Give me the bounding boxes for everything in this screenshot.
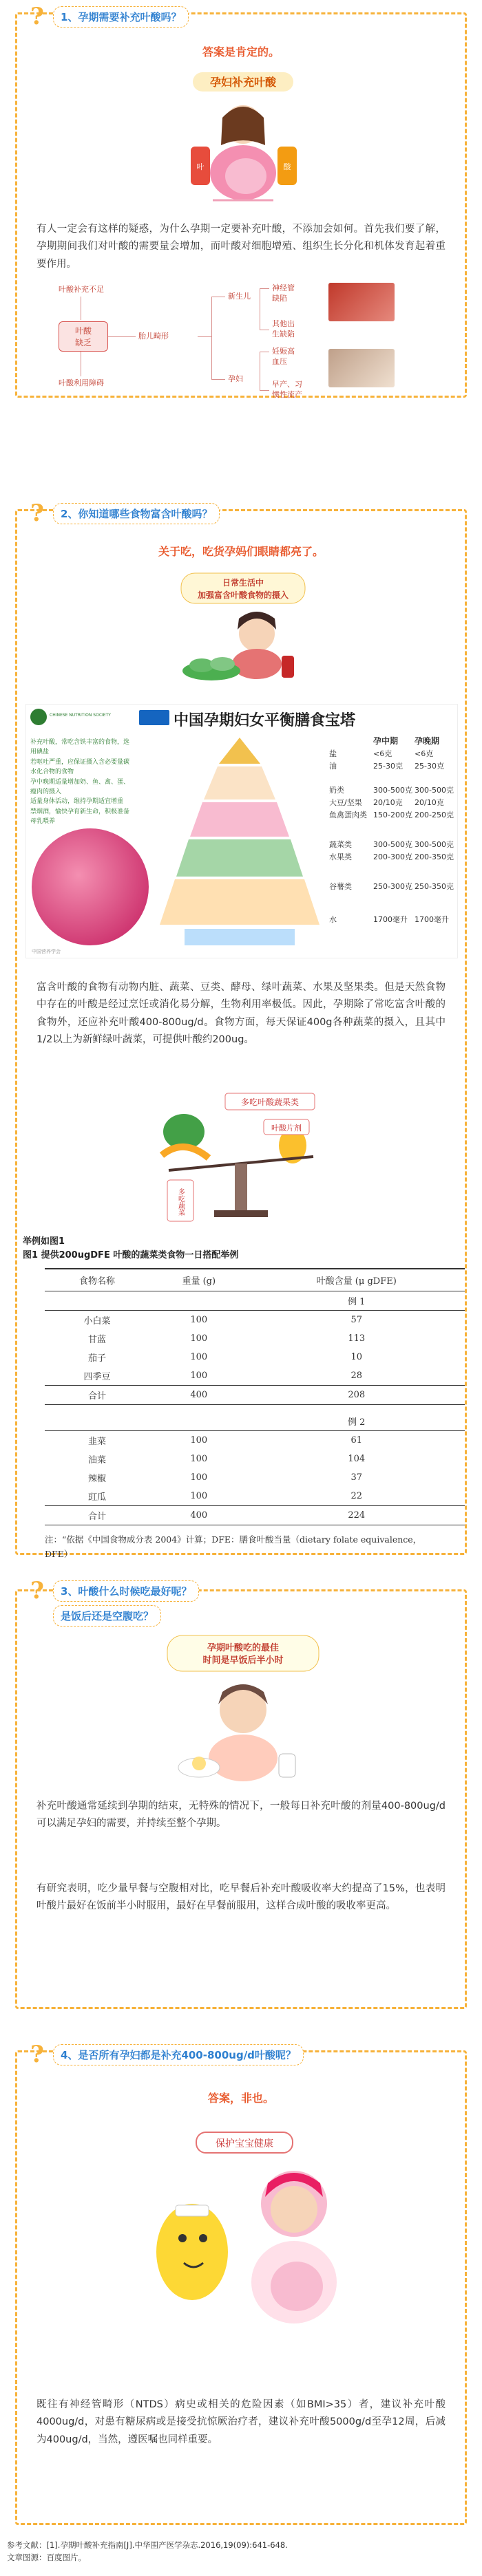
girl-eating-illustration <box>154 570 333 694</box>
diet-pyramid-poster <box>25 704 458 958</box>
table-note: 注：“依据《中国食物成分表 2004》计算；DFE：膳食叶酸当量（dietary folate equivalence，DFE） <box>45 1534 422 1559</box>
table-row: 茄子 100 10 <box>88 1352 363 1364</box>
pyramid-row: 谷薯类 250-300克 250-350克 <box>329 882 454 892</box>
nutrition-logo <box>30 709 47 725</box>
section-title: 1、孕期需要补充叶酸吗？ <box>53 6 189 28</box>
diagram-bottom-label: 叶酸利用障碍 <box>59 378 104 387</box>
pyramid-row: 鱼禽蛋肉类 150-200克 200-250克 <box>329 810 454 819</box>
illustration-title: 孕妇补充叶酸 <box>209 76 277 89</box>
pyramid-row: 水 1700毫升 1700毫升 <box>329 914 449 924</box>
pyramid-row: 水果类 200-300克 200-350克 <box>329 852 454 861</box>
col-header-food: 食物名称 <box>45 1269 149 1291</box>
diagram-leaf-other: 其他出 生缺陷 <box>272 319 295 339</box>
logo-caption: CHINESE NUTRITION SOCIETY <box>50 713 111 718</box>
diagram-leaf-ntd: 神经管 缺陷 <box>272 283 295 303</box>
section-header <box>27 502 220 525</box>
section-header <box>27 5 189 28</box>
pyramid-row: 油 25-30克 25-30克 <box>329 761 444 771</box>
svg-text:酸: 酸 <box>283 162 291 171</box>
newborn-photo <box>328 283 395 321</box>
diagram-mid-label: 胎儿畸形 <box>138 332 169 341</box>
diagram-leaf-hypertension: 妊娠高 血压 <box>272 347 295 367</box>
group-label: 例 2 <box>248 1412 465 1431</box>
section-title: 4、是否所有孕妇都是补充400-800ug/d叶酸呢？ <box>53 2044 304 2065</box>
table-total-row: 合计 400 208 <box>45 1386 465 1405</box>
pyramid-source: 中国营养学会 <box>32 949 61 954</box>
section4-body: 既往有神经管畸形（NTDS）病史或相关的危险因素（如BMI>35）者，建议补充叶酸4000ug/d，对患有糖尿病或是接受抗惊厥治疗者，建议补充叶酸5000g/d至孕12周，后减为400ug/d，当然，遵医嘱也同样重要。 <box>36 2399 446 2445</box>
pregnant-woman-illustration <box>155 69 331 207</box>
scale-label-1: 多吃叶酸蔬果类 <box>240 1097 300 1107</box>
diagram-branch-mother: 孕妇 <box>228 374 243 383</box>
pregnant-woman-photo <box>328 349 395 387</box>
footer <box>7 2539 475 2564</box>
diagram-center-box: 叶酸 缺乏 <box>59 321 108 352</box>
answer-text: 答案，非也。 <box>207 2092 274 2105</box>
svg-text:时间是早饭后半小时: 时间是早饭后半小时 <box>202 1655 284 1666</box>
cns-logo <box>139 710 169 725</box>
pyramid-row: 盐 <6克 <6克 <box>329 749 434 759</box>
answer-text: 关于吃，吃货孕妈们眼睛都亮了。 <box>158 545 324 558</box>
section3-body-2: 有研究表明，吃少量早餐与空腹相对比，吃早餐后补充叶酸吸收率大约提高了15%，也表明叶酸片最好在饭前半小时服用，最好在早餐前服用，这样合成叶酸的吸收率更高。 <box>36 1883 446 1912</box>
table-caption: 图1 提供200ugDFE 叶酸的蔬菜类食物一日搭配举例 <box>23 1250 239 1260</box>
pyramid-row: 奶类 300-500克 300-500克 <box>329 786 454 795</box>
section-title: 2、你知道哪些食物富含叶酸吗？ <box>53 503 220 524</box>
table-row: 油菜 100 104 <box>88 1453 366 1466</box>
diagram-branch-newborn: 新生儿 <box>228 292 251 301</box>
scale-label-2: 叶酸片剂 <box>271 1124 302 1133</box>
section2-body: 富含叶酸的食物有动物内脏、蔬菜、豆类、酵母、绿叶蔬菜、水果及坚果类。但是天然食物中存在的叶酸是经过烹饪或消化易分解，生物利用率极低。因此，孕期除了常吃富含叶酸的食物外，还应补充叶酸400-800ug/d。食物方面，每天保证400g各种蔬菜的摄入，且其中1/2以上为新鲜绿叶蔬菜，可提供叶酸约200ug。 <box>36 982 446 1046</box>
example-label: 举例如图1 <box>23 1236 65 1247</box>
section-card-3 <box>15 1577 467 2009</box>
svg-text:叶: 叶 <box>196 162 205 171</box>
section-header <box>27 2043 304 2066</box>
table-row: 甘蓝 100 113 <box>88 1333 366 1345</box>
pyramid-table: 孕中期 孕晚期 盐 <6克 <6克 油 25-30克 25-30克 奶类 300-500克 300-500克 大豆/坚果 20/10克 20/10克 鱼禽蛋肉类 150-200克 200-250克 蔬菜类 300-500克 300-500克 水果类 200-300克 200-350克 谷薯类 250-300克 250-350克 水 1700毫升 1700毫升 <box>329 735 456 926</box>
table-row: 小白菜 100 57 <box>83 1315 363 1327</box>
pyramid-title: 中国孕期妇女平衡膳食宝塔 <box>174 712 356 729</box>
protect-baby-illustration <box>120 2128 368 2334</box>
col-header-weight: 重量 (g) <box>149 1269 248 1291</box>
image-source-text: 文章图源：百度图片。 <box>7 2553 86 2563</box>
pyramid-tips: 补充叶酸，常吃含铁丰富的食物，选用碘盐 若呕吐严重，应保证摄入含必要量碳水化合物的食物 孕中晚期适量增加奶、鱼、禽、蛋、瘦肉的摄入 适量身体活动，维持孕期适宜增重 禁烟酒，愉快孕育新生命，积极准备母乳喂养 <box>30 739 130 826</box>
pyramid-graphic <box>157 733 322 954</box>
svg-text:孕期叶酸吃的最佳: 孕期叶酸吃的最佳 <box>207 1643 280 1653</box>
question-mark-icon: ? <box>30 2041 44 2068</box>
col-header-folate: 叶酸含量 (μ gDFE) <box>248 1269 465 1291</box>
section-card-2 <box>15 500 467 1559</box>
illustration-label: 保护宝宝健康 <box>216 2138 273 2149</box>
balance-scale-illustration <box>148 1089 334 1227</box>
folate-table-wrap <box>17 1268 469 1561</box>
table-total-row: 合计 400 224 <box>45 1505 465 1525</box>
section-header <box>27 1579 199 1627</box>
breakfast-illustration <box>160 1633 326 1791</box>
table-row: 四季豆 100 28 <box>83 1371 363 1382</box>
diagram-top-label: 叶酸补充不足 <box>59 285 104 294</box>
reference-text: 参考文献：[1].孕期叶酸补充指南[J].中华围产医学杂志.2016,19(09):641-648. <box>7 2540 288 2550</box>
section3-body-1: 补充叶酸通常延续到孕期的结束，无特殊的情况下，一般每日补充叶酸的剂量400-800ug/d可以满足孕妇的需要，并持续至整个孕期。 <box>36 1801 446 1829</box>
folate-table <box>45 1268 465 1525</box>
section-subtitle: 是饭后还是空腹吃？ <box>53 1605 161 1627</box>
section1-body: 有人一定会有这样的疑惑，为什么孕期一定要补充叶酸，不添加会如何。首先我们要了解，孕期期间我们对叶酸的需要量会增加，而叶酸对细胞增殖、组织生长分化和机体发育起着重要作用。 <box>36 224 446 270</box>
svg-text:加强富含叶酸食物的摄入: 加强富含叶酸食物的摄入 <box>197 590 289 600</box>
section-card-1 <box>15 3 467 400</box>
svg-text:日常生活中: 日常生活中 <box>222 578 264 588</box>
folate-deficiency-diagram <box>53 283 439 400</box>
scale-label-3: 多吃蔬菜 <box>176 1188 185 1216</box>
question-mark-icon: ? <box>30 500 44 527</box>
table-row: 豇瓜 100 22 <box>88 1490 363 1503</box>
yoga-woman-image <box>32 828 149 945</box>
question-mark-icon: ? <box>30 3 44 30</box>
table-row: 辣椒 100 37 <box>88 1472 363 1484</box>
table-row: 韭菜 100 61 <box>88 1435 363 1447</box>
pyramid-row: 大豆/坚果 20/10克 20/10克 <box>329 797 444 807</box>
pyramid-row: 蔬菜类 300-500克 300-500克 <box>329 840 454 850</box>
group-label: 例 1 <box>248 1291 465 1311</box>
question-mark-icon: ? <box>30 1577 44 1604</box>
diagram-leaf-preterm: 早产、习 惯性流产 <box>272 380 302 400</box>
section-title: 3、叶酸什么时候吃最好呢？ <box>53 1580 199 1602</box>
answer-text: 答案是肯定的。 <box>202 45 280 58</box>
section-card-4 <box>15 2041 467 2525</box>
